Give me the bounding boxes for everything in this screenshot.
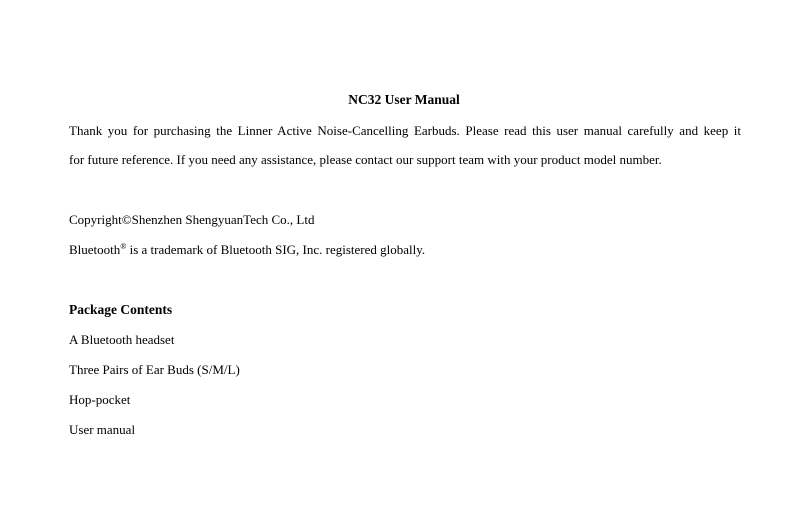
intro-paragraph-line-1: Thank you for purchasing the Linner Active Noise-Cancelling Earbuds. Please read this user manual carefully and keep it bbox=[69, 123, 741, 138]
intro-paragraph-line-2: for future reference. If you need any assistance, please contact our support team with your product model number. bbox=[69, 152, 662, 167]
registered-mark: ® bbox=[120, 242, 127, 251]
page-title: NC32 User Manual bbox=[348, 92, 460, 107]
package-item: Three Pairs of Ear Buds (S/M/L) bbox=[69, 362, 240, 377]
trademark-text: is a trademark of Bluetooth SIG, Inc. registered globally. bbox=[126, 242, 426, 257]
trademark-notice bbox=[69, 242, 425, 258]
package-item: Hop-pocket bbox=[69, 392, 131, 407]
package-item: A Bluetooth headset bbox=[69, 332, 175, 347]
copyright-notice: Copyright©Shenzhen ShengyuanTech Co., Ltd bbox=[69, 212, 315, 227]
package-item: User manual bbox=[69, 422, 136, 437]
package-contents-heading: Package Contents bbox=[69, 302, 173, 317]
trademark-brand: Bluetooth bbox=[69, 242, 121, 257]
